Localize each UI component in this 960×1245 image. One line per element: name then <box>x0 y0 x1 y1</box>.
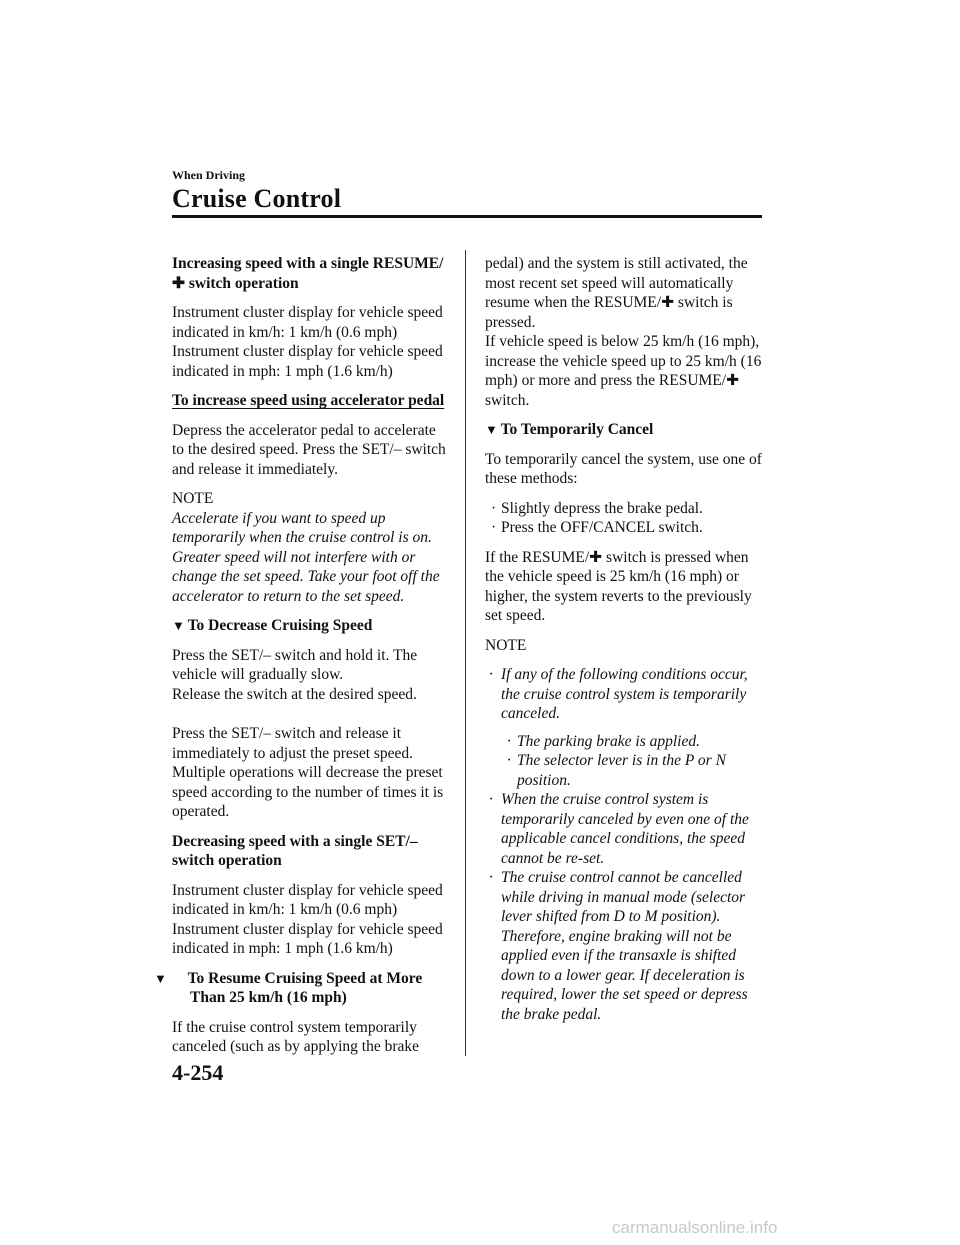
increase-mph-text: Instrument cluster display for vehicle speed indicated in mph: 1 mph (1.6 km/h) <box>172 343 443 380</box>
triangle-down-icon: ▼ <box>485 422 498 437</box>
list-item <box>501 732 767 752</box>
left-column <box>154 254 450 1067</box>
bullet-icon: · <box>489 791 493 808</box>
section-label: When Driving <box>172 168 246 182</box>
decrease-single-heading: Decreasing speed with a single SET/– switch operation <box>172 832 418 869</box>
resume-heading <box>154 969 450 1008</box>
bullet-icon: · <box>491 499 497 517</box>
decrease-kmh-text: Instrument cluster display for vehicle speed indicated in km/h: 1 km/h (0.6 mph) <box>172 881 443 918</box>
list-item <box>485 499 767 519</box>
bullet-icon: · <box>491 519 497 536</box>
right-column <box>485 254 767 1034</box>
list-item-text: The selector lever is in the P or N position. <box>517 752 726 789</box>
resume-continued-text: pedal) and the system is still activated, the most recent set speed will automatically resume when the RESUME/✚ switch is pressed. <box>485 255 748 331</box>
watermark: carmanualsonline.info <box>612 1218 778 1237</box>
decrease-heading-label: To Decrease Cruising Speed <box>187 617 373 634</box>
increase-single-heading: Increasing speed with a single RESUME/✚ switch operation <box>172 255 444 292</box>
list-item-text: The cruise control cannot be cancelled while driving in manual mode (selector lever shifted from D to M position). Therefore, engine braking will not be applied even if the transaxle is shifted down to a lower gear. If deceleration is required, lower the set speed or depress the brake pedal. <box>501 869 748 1023</box>
cancel-method-list <box>485 499 767 538</box>
page-number: 4-254 <box>172 1060 224 1085</box>
spacer <box>172 714 450 724</box>
note-label: NOTE <box>172 490 214 507</box>
cancel-heading-label: To Temporarily Cancel <box>500 421 654 438</box>
bullet-icon: · <box>489 666 493 683</box>
bullet-icon: · <box>489 869 493 886</box>
resume-low-speed-text: If vehicle speed is below 25 km/h (16 mph), increase the vehicle speed up to 25 km/h (16 mph) or more and press the RESUME/✚ switch. <box>485 333 762 409</box>
decrease-release-text: Release the switch at the desired speed. <box>172 685 417 703</box>
decrease-mph-text: Instrument cluster display for vehicle speed indicated in mph: 1 mph (1.6 km/h) <box>172 920 443 957</box>
page-title: Cruise Control <box>172 184 342 213</box>
cancel-intro-text: To temporarily cancel the system, use one of these methods: <box>485 450 762 487</box>
decrease-heading <box>172 616 450 636</box>
triangle-down-icon: ▼ <box>154 970 167 986</box>
decrease-hold-text: Press the SET/– switch and hold it. The vehicle will gradually slow. <box>172 646 418 683</box>
column-divider <box>465 250 466 1056</box>
resume-heading-label: To Resume Cruising Speed at More Than 25 km/h (16 mph) <box>187 969 423 1006</box>
bullet-icon: · <box>507 752 511 769</box>
list-item <box>485 868 767 1024</box>
bullet-icon: · <box>507 732 511 750</box>
note-sub-list <box>501 732 767 791</box>
note-label: NOTE <box>485 636 527 654</box>
list-item-text: When the cruise control system is temporarily canceled by even one of the applicable cancel conditions, the speed cannot be re-set. <box>501 791 749 867</box>
accelerator-text: Depress the accelerator pedal to accelerate to the desired speed. Press the SET/– switch and release it immediately. <box>172 421 446 478</box>
list-item <box>485 790 767 868</box>
accelerator-heading: To increase speed using accelerator pedal <box>172 392 445 409</box>
resume-text: If the cruise control system temporarily canceled (such as by applying the brake <box>172 1018 420 1055</box>
list-item <box>501 751 767 790</box>
cancel-heading <box>485 420 767 440</box>
revert-text: If the RESUME/✚ switch is pressed when the vehicle speed is 25 km/h (16 mph) or higher, the system reverts to the previously set speed. <box>485 548 752 624</box>
list-item <box>485 665 767 790</box>
list-item-text: The parking brake is applied. <box>517 732 700 750</box>
list-item <box>485 518 767 538</box>
list-item-text: Press the OFF/CANCEL switch. <box>501 519 703 536</box>
note-text: Accelerate if you want to speed up temporarily when the cruise control is on. Greater speed will not interfere with or change the set speed. Take your foot off the accelerator to return to the set speed. <box>172 509 440 605</box>
note-list <box>485 665 767 1024</box>
list-item-text: Slightly depress the brake pedal. <box>501 499 703 517</box>
increase-kmh-text: Instrument cluster display for vehicle speed indicated in km/h: 1 km/h (0.6 mph) <box>172 304 443 341</box>
decrease-preset-text: Press the SET/– switch and release it immediately to adjust the preset speed. Multiple operations will decrease the preset speed according to the number of times it is operated. <box>172 725 444 820</box>
title-rule <box>172 215 762 218</box>
list-item-text: If any of the following conditions occur, the cruise control system is temporarily canceled. <box>501 666 748 722</box>
triangle-down-icon: ▼ <box>172 618 185 633</box>
